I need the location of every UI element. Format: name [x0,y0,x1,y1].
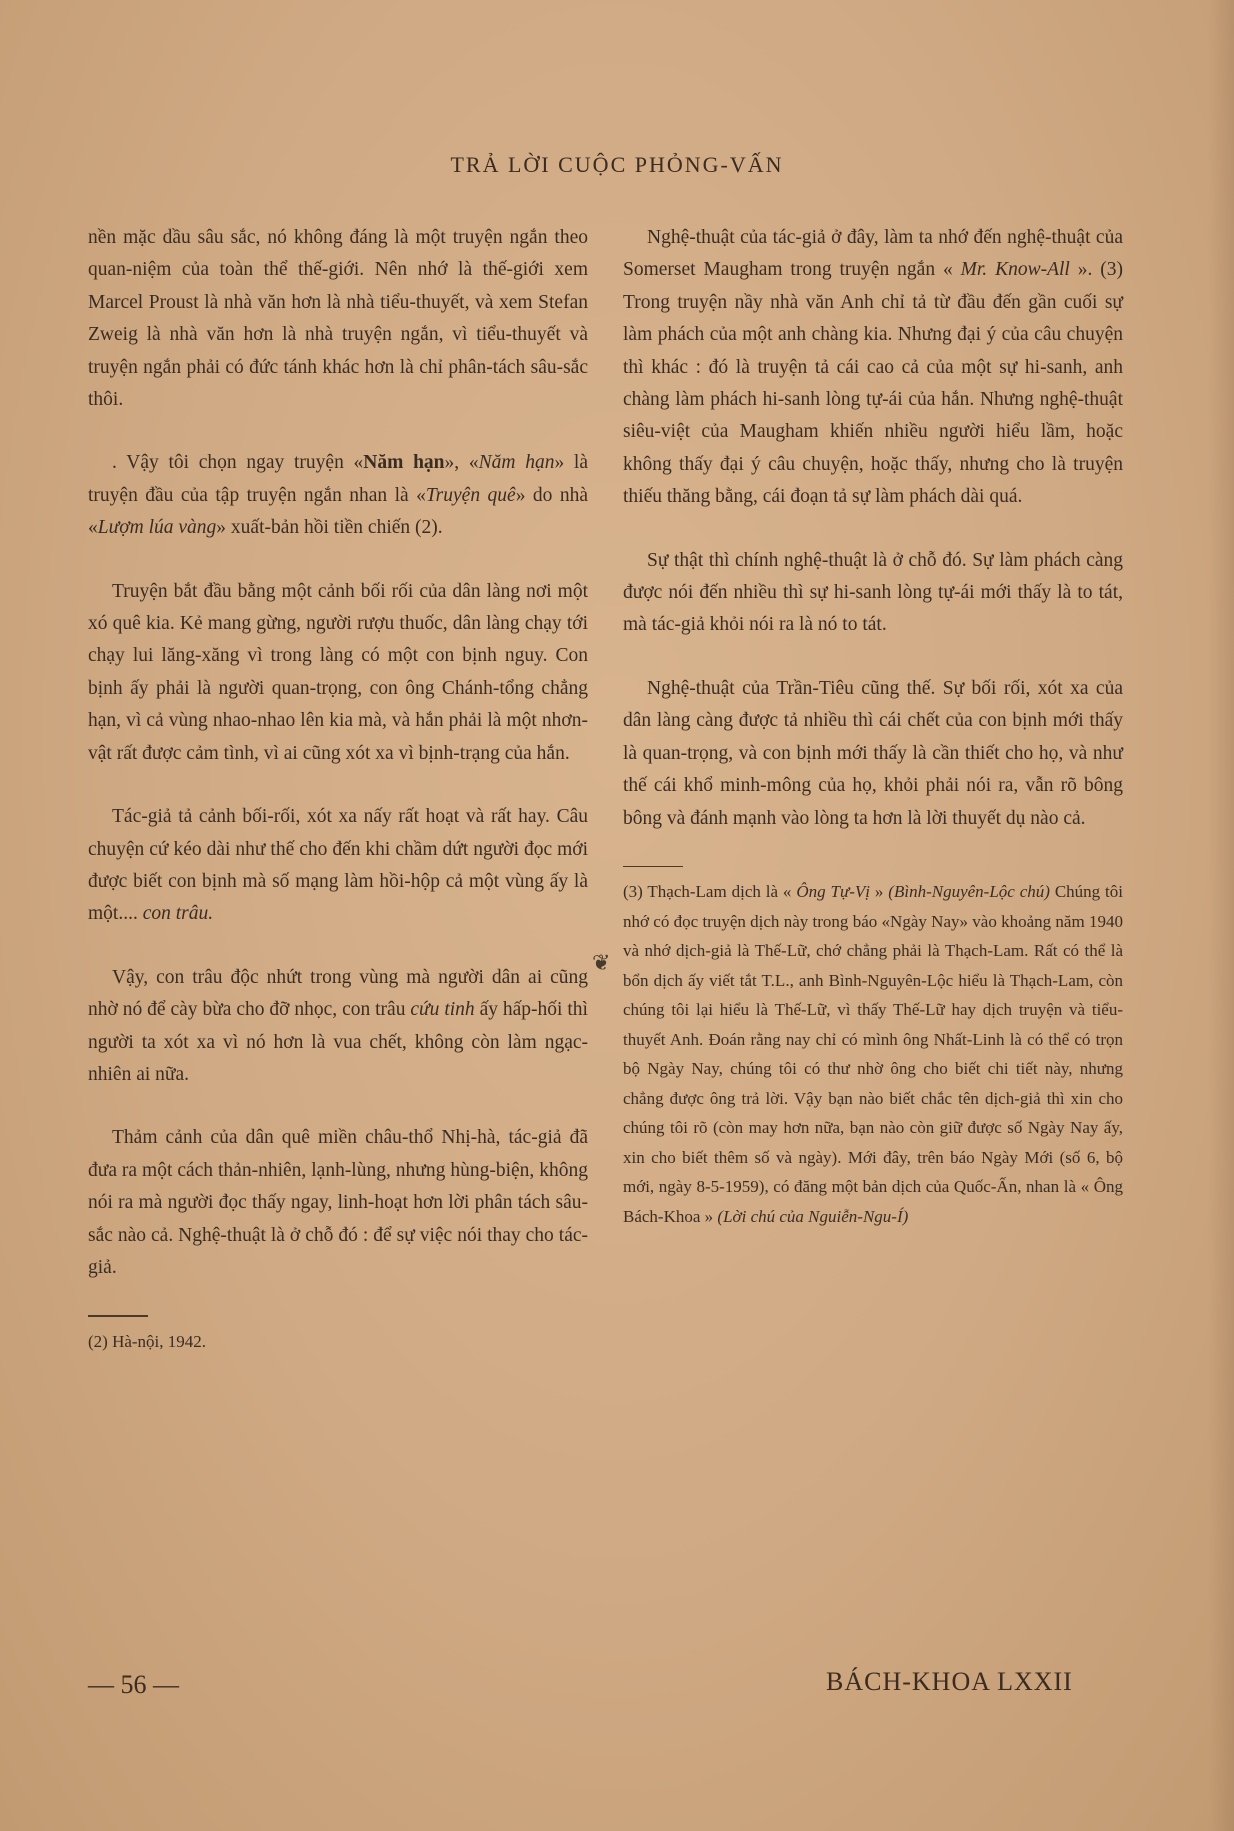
collection-title: Truyện quê [425,484,516,506]
footnote-divider [88,1315,148,1317]
left-paragraph-3: Truyện bắt đầu bằng một cảnh bối rối của dân làng nơi một xó quê kia. Kẻ mang gừng, người rượu thuốc, dân làng chạy tới chạy lui lăng-xăng vì trong làng có một con bịnh nguy. Con bịnh ấy phải là người quan-trọng, con ông Chánh-tổng chẳng hạn, vì cả vùng nhao-nhao lên kia mà, và hắn phải là một nhơn-vật rất được cảm tình, vì ai cũng xót xa vì bịnh-trạng của hắn. [88,580,588,764]
ornament-glyph: ❦ [592,950,611,975]
running-title: TRẢ LỜI CUỘC PHỎNG-VẤN [450,152,784,177]
right-paragraph-1: Nghệ-thuật của tác-giả ở đây, làm ta nhớ đến nghệ-thuật của Somerset Maugham trong truyện ngắn « Mr. Know-All ». (3) Trong truyện nầy nhà văn Anh chỉ tả từ đầu đến gần cuối sự làm phách của một anh chàng kia. Nhưng đại ý của câu chuyện thì khác : đó là truyện tả cái cao cả của một sự hi-sanh, anh chàng làm phách hi-sanh lòng tự-ái của hắn. Nhưng nghệ-thuật siêu-việt của Maugham khiến nhiều người hiểu lầm, hoặc không thấy đại ý câu chuyện, hoặc thấy, nhưng cho là truyện thiếu thăng bằng, cái đoạn tả sự làm phách dài quá. [623,227,1123,508]
page-number: — 56 — [88,1670,179,1699]
publication-name: BÁCH-KHOA LXXII [826,1667,1073,1696]
footnote-2: (2) Hà-nội, 1942. [88,1331,207,1351]
left-column [88,222,588,1356]
left-paragraph-5: Vậy, con trâu độc nhứt trong vùng mà người dân ai cũng nhờ nó để cày bừa cho đỡ nhọc, con trâu cứu tinh ấy hấp-hối thì người ta xót xa vì nó hơn là vua chết, không còn làm ngạc-nhiên ai nữa. [88,966,588,1085]
left-paragraph-4: Tác-giả tả cảnh bối-rối, xót xa nấy rất hoạt và rất hay. Câu chuyện cứ kéo dài như thế cho đến khi chầm dứt người đọc mới được biết con bịnh mà số mạng làm hồi-hộp cả một vùng ấy là một.... con trâu. [88,806,588,925]
footnote-3: (3) Thạch-Lam dịch là « Ông Tự-Vị » (Bình-Nguyên-Lộc chú) Chúng tôi nhớ có đọc truyện dịch này trong báo «Ngày Nay» vào khoảng năm 1940 và nhớ dịch-giả là Thế-Lữ, chớ chẳng phải là Thạch-Lam. Rất có thể là bổn dịch ấy viết tắt T.L., anh Bình-Nguyên-Lộc hiểu là Thạch-Lam, còn chúng tôi lại hiểu là Thế-Lữ, vì thấy Thế-Lữ hay dịch truyện và tiểu-thuyết Anh. Đoán rằng nay chỉ có mình ông Nhất-Linh là có thể có trọn bộ Ngày Nay, chúng tôi có thư nhờ ông cho biết chi tiết này, nhưng chẳng được ông trả lời. Vậy bạn nào biết chắc tên dịch-giả thì xin cho chúng tôi rõ (còn may hơn nữa, bạn nào còn giữ được số Ngày Nay ấy, xin cho biết thêm số và ngày). Mới đây, trên báo Ngày Mới (số 6, bộ mới, ngày 8-5-1959), có đăng một bản dịch của Quốc-Ấn, nhan là « Ông Bách-Khoa » (Lời chú của Nguiễn-Ngu-Í) [623,882,1123,1226]
right-paragraph-2: Sự thật thì chính nghệ-thuật là ở chỗ đó. Sự làm phách càng được nói đến nhiều thì sự hi-sanh lòng tự-ái mới thấy là to tát, mà tác-giả khỏi nói ra là nó to tát. [623,549,1123,636]
right-paragraph-3: Nghệ-thuật của Trần-Tiêu cũng thế. Sự bối rối, xót xa của dân làng càng được tả nhiều thì cái chết của con bịnh mới thấy là quan-trọng, và con bịnh mới thấy là cần thiết cho họ, và như thế cái khổ minh-mông của họ, khỏi phải nói ra, vẫn rõ bông bông và đánh mạnh vào lòng ta hơn là lời thuyết dụ nào cả. [623,677,1123,829]
right-column [623,222,1123,1231]
publisher-name: Lượm lúa vàng [97,517,217,539]
left-paragraph-2: . Vậy tôi chọn ngay truyện «Năm hạn», «Năm hạn» là truyện đầu của tập truyện ngắn nhan là «Truyện quê» do nhà «Lượm lúa vàng» xuất-bản hồi tiền chiến (2). [88,452,588,539]
footnote-divider-right [623,866,683,868]
left-paragraph-1: nền mặc dầu sâu sắc, nó không đáng là một truyện ngắn theo quan-niệm của toàn thể thế-giới. Nên nhớ là thế-giới xem Marcel Proust là nhà văn hơn là nhà tiểu-thuyết, và xem Stefan Zweig là nhà văn hơn là nhà truyện ngắn, vì tiểu-thuyết và truyện ngắn phải có đức tánh khác hơn là chỉ phân-tách sâu-sắc thôi. [88,227,588,411]
left-paragraph-6: Thảm cảnh của dân quê miền châu-thổ Nhị-hà, tác-giả đã đưa ra một cách thản-nhiên, lạnh-lùng, nhưng hùng-biện, không nói ra mà người đọc thấy ngay, linh-hoạt hơn lời phân tách sâu-sắc nào cả. Nghệ-thuật là ở chỗ đó : để sự việc nói thay cho tác-giả. [88,1127,588,1278]
page-edge-shadow [1208,0,1234,1831]
story-title: Năm hạn [363,452,445,474]
